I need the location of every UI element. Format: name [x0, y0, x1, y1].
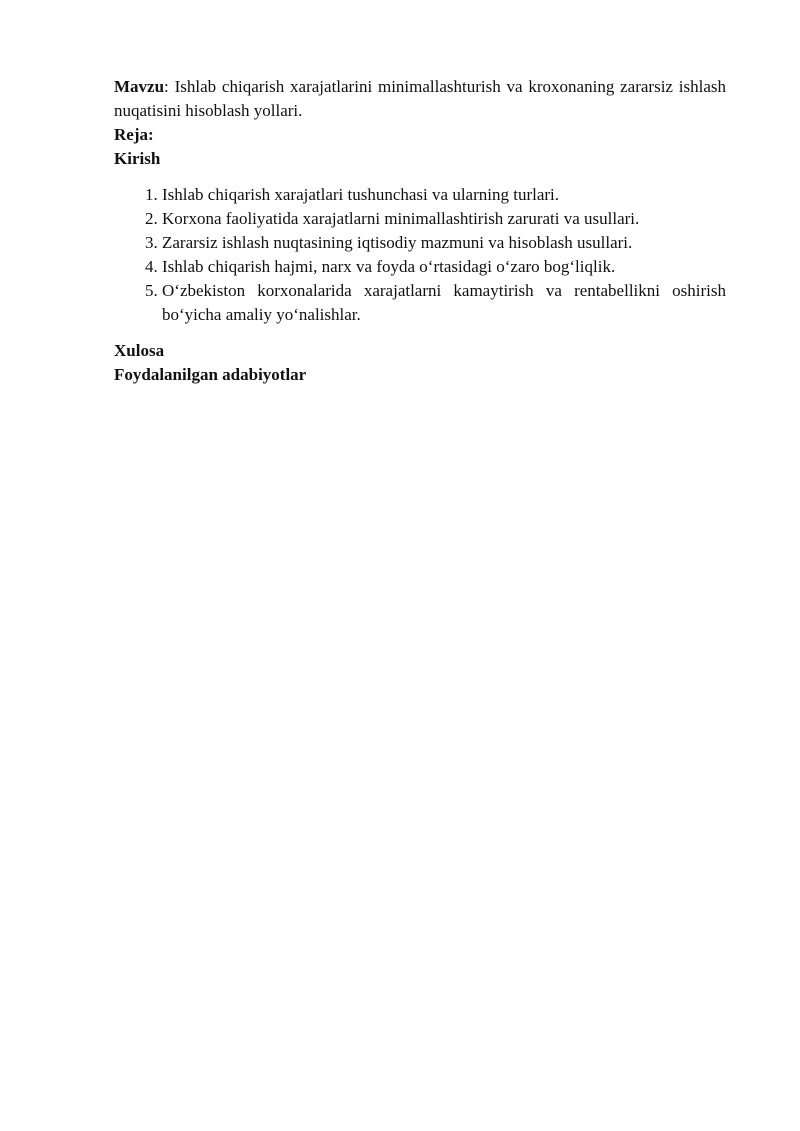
- topic-label: Mavzu: [114, 77, 165, 96]
- document-page: [114, 75, 726, 387]
- plan-item-2: 2. Korxona faoliyatida xarajatlarni minimallashtirish zarurati va usullari.: [162, 207, 726, 231]
- plan-heading: Reja:: [114, 125, 154, 144]
- plan-item-3: 3. Zararsiz ishlash nuqtasining iqtisodiy mazmuni va hisoblash usullari.: [162, 231, 726, 255]
- topic-paragraph: [114, 75, 726, 123]
- topic-text: : Ishlab chiqarish xarajatlarini minimallashturish va kroxonaning zararsiz ishlash nuqatisini hisoblash yollari.: [114, 77, 726, 120]
- conclusion-heading: Xulosa: [114, 341, 165, 360]
- plan-item-5: 5. O‘zbekiston korxonalarida xarajatlarni kamaytirish va rentabellikni oshirish bo‘yicha amaliy yo‘nalishlar.: [162, 279, 726, 327]
- intro-heading: Kirish: [114, 149, 161, 168]
- plan-item-1: 1. Ishlab chiqarish xarajatlari tushunchasi va ularning turlari.: [162, 183, 726, 207]
- plan-item-4: 4. Ishlab chiqarish hajmi, narx va foyda o‘rtasidagi o‘zaro bog‘liqlik.: [162, 255, 726, 279]
- plan-list: [114, 183, 726, 327]
- references-heading: Foydalanilgan adabiyotlar: [114, 365, 307, 384]
